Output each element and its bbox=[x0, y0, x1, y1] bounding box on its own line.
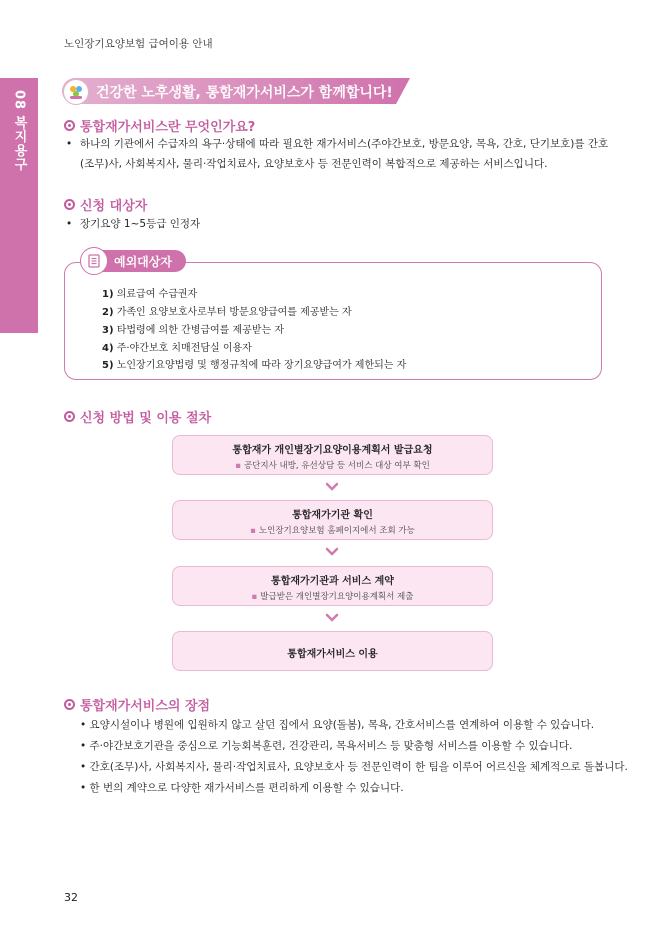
document-list-icon bbox=[80, 247, 108, 275]
section-heading-advantages: 통합재가서비스의 장점 bbox=[64, 695, 210, 714]
advantage-item: • 주·야간보호기관을 중심으로 기능회복훈련, 건강관리, 목욕서비스 등 맞춤형 서비스를 이용할 수 있습니다. bbox=[80, 740, 573, 752]
advantage-item: • 간호(조무)사, 사회복지사, 물리·작업치료사, 요양보호사 등 전문인력이 한 팀을 이루어 어르신을 체계적으로 돌봅니다. bbox=[80, 761, 628, 773]
flow-step-1: 통합재가 개인별장기요양이용계획서 발급요청 ▪ 공단지사 내방, 유선상담 등 서비스 대상 여부 확인 bbox=[172, 435, 493, 475]
section1-line2: (조무)사, 사회복지사, 물리·작업치료사, 요양보호사 등 전문인력이 복합적으로 제공하는 서비스입니다. bbox=[80, 158, 548, 170]
section-heading-what: 통합재가서비스란 무엇인가요? bbox=[64, 116, 255, 135]
side-tab bbox=[0, 78, 38, 333]
side-tab-label: 08 복지용구 bbox=[11, 90, 27, 172]
section-heading-target: 신청 대상자 bbox=[64, 195, 147, 214]
page-number: 32 bbox=[64, 891, 78, 904]
target-dot-icon bbox=[64, 699, 75, 710]
target-dot-icon bbox=[64, 120, 75, 131]
chevron-down-icon bbox=[325, 612, 339, 624]
main-title: 건강한 노후생활, 통합재가서비스가 함께합니다! bbox=[96, 85, 393, 101]
chevron-down-icon bbox=[325, 546, 339, 558]
flow-step-3: 통합재가기관과 서비스 계약 ▪ 발급받은 개인별장기요양이용계획서 제출 bbox=[172, 566, 493, 606]
flow-step-4: 통합재가서비스 이용 bbox=[172, 631, 493, 671]
running-head: 노인장기요양보험 급여이용 안내 bbox=[64, 38, 213, 50]
exception-item: 1) 의료급여 수급권자 bbox=[102, 289, 198, 300]
exception-label: 예외대상자 bbox=[114, 255, 172, 269]
section1-line1: • 하나의 기관에서 수급자의 욕구·상태에 따라 필요한 재가서비스(주야간보호, 방문요양, 목욕, 간호, 단기보호)를 간호 bbox=[66, 138, 609, 150]
people-group-icon bbox=[63, 79, 89, 105]
target-dot-icon bbox=[64, 411, 75, 422]
exception-item: 2) 가족인 요양보호사로부터 방문요양급여를 제공받는 자 bbox=[102, 307, 352, 318]
advantage-item: • 한 번의 계약으로 다양한 재가서비스를 편리하게 이용할 수 있습니다. bbox=[80, 782, 404, 794]
exception-item: 3) 타법령에 의한 간병급여를 제공받는 자 bbox=[102, 325, 284, 336]
target-dot-icon bbox=[64, 199, 75, 210]
exception-item: 4) 주·야간보호 치매전담실 이용자 bbox=[102, 343, 252, 354]
advantage-item: • 요양시설이나 병원에 입원하지 않고 살던 집에서 요양(돌봄), 목욕, 간호서비스를 연계하여 이용할 수 있습니다. bbox=[80, 719, 595, 731]
section-heading-procedure: 신청 방법 및 이용 절차 bbox=[64, 407, 211, 426]
exception-item: 5) 노인장기요양법령 및 행정규칙에 따라 장기요양급여가 제한되는 자 bbox=[102, 360, 407, 371]
section2-item: • 장기요양 1~5등급 인정자 bbox=[66, 218, 201, 230]
flow-step-2: 통합재가기관 확인 ▪ 노인장기요양보험 홈페이지에서 조회 가능 bbox=[172, 500, 493, 540]
chevron-down-icon bbox=[325, 481, 339, 493]
